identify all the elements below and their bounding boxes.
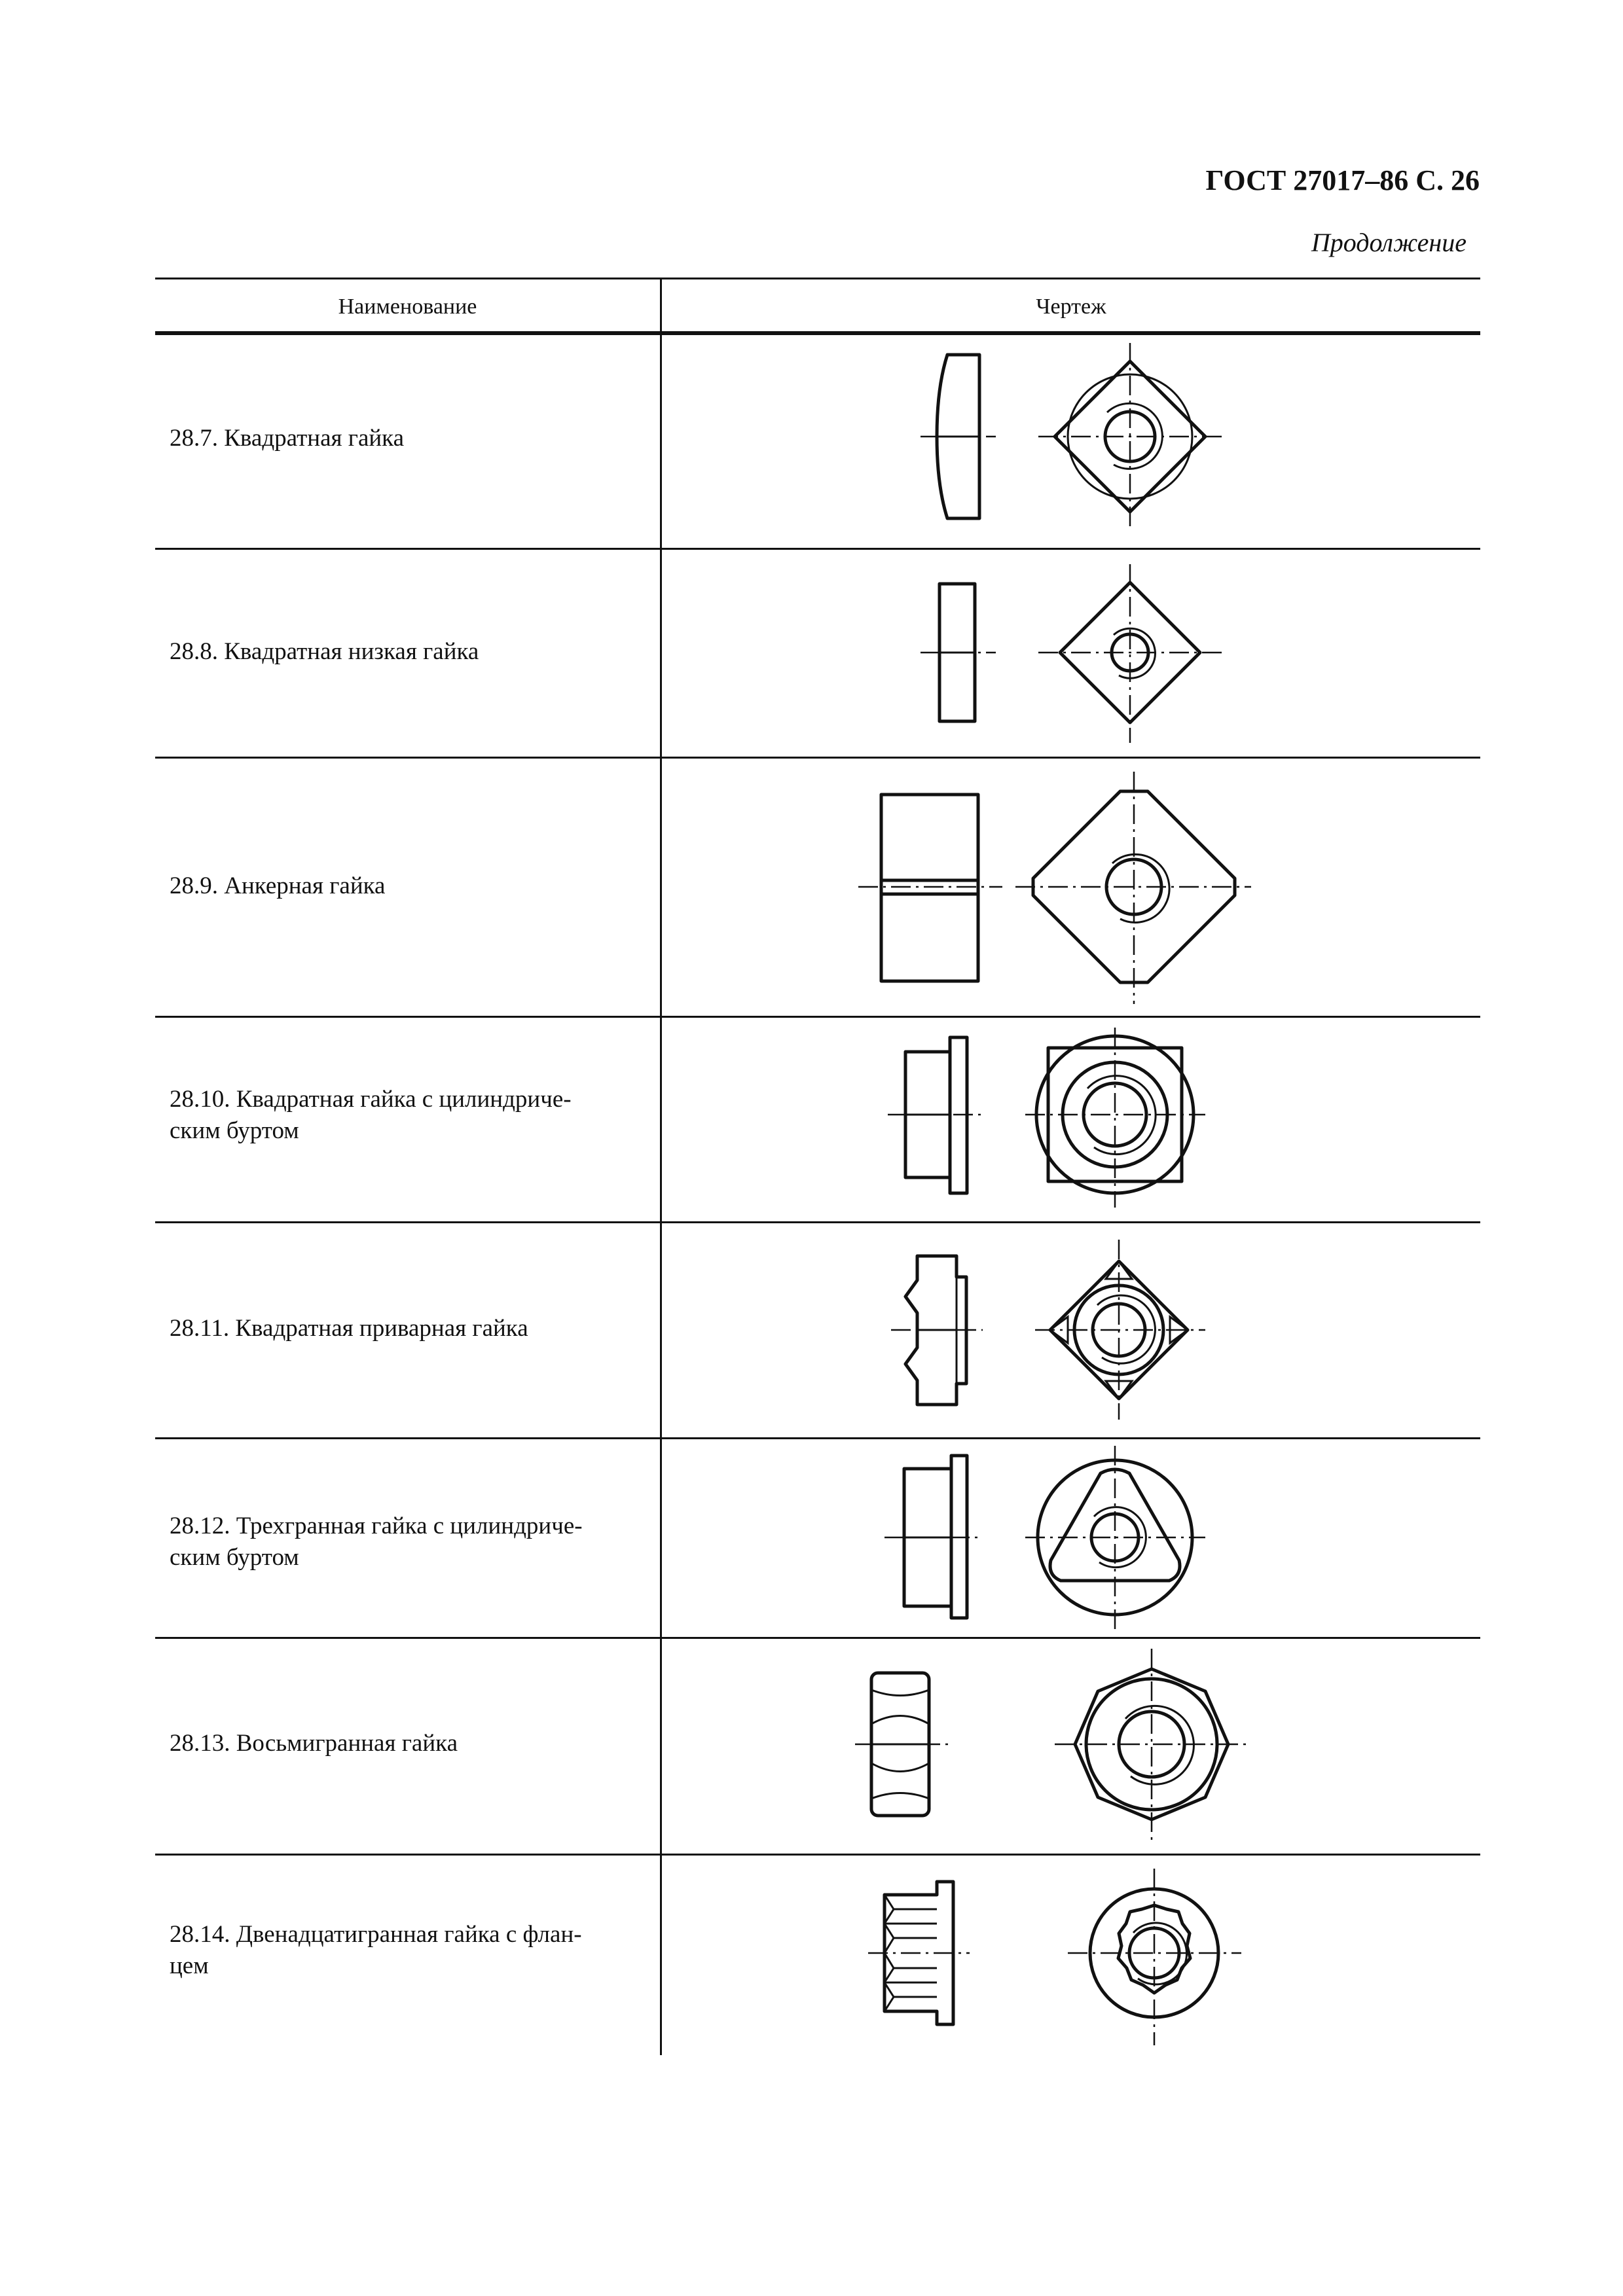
square-nut-icon [662, 335, 1480, 548]
column-header-drawing: Чертеж [1036, 295, 1106, 319]
column-header-name: Наименование [338, 295, 477, 319]
row-label: 28.13. Восьмигранная гайка [170, 1730, 458, 1757]
square-collar-nut-icon [662, 1018, 1480, 1221]
row-label: 28.11. Квадратная приварная гайка [170, 1315, 528, 1342]
row-label: 28.12. Трехгранная гайка с цилиндриче- ским буртом [170, 1513, 583, 1571]
triangular-collar-nut-icon [662, 1439, 1480, 1637]
anchor-nut-icon [662, 759, 1480, 1016]
row-label: 28.7. Квадратная гайка [170, 425, 405, 452]
document-code: ГОСТ 27017–86 С. 26 [1205, 164, 1480, 196]
row-label: 28.8. Квадратная низкая гайка [170, 638, 479, 665]
continuation-label: Продолжение [1311, 228, 1467, 257]
twelve-point-flange-nut-icon [662, 1856, 1480, 2055]
row-label: 28.14. Двенадцатигранная гайка с флан- цем [170, 1921, 582, 1979]
square-weld-nut-icon [662, 1223, 1480, 1437]
low-square-nut-icon [662, 550, 1480, 757]
nut-types-table [155, 278, 1480, 2055]
octagon-nut-icon [662, 1639, 1480, 1854]
row-label: 28.9. Анкерная гайка [170, 872, 386, 899]
table-top-border [155, 278, 1480, 279]
row-label: 28.10. Квадратная гайка с цилиндриче- ским буртом [170, 1086, 572, 1144]
